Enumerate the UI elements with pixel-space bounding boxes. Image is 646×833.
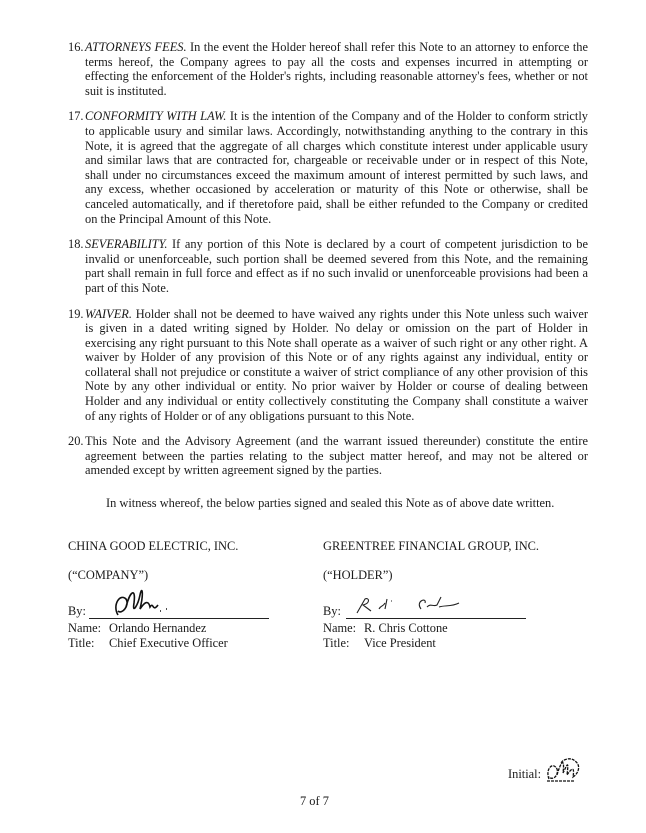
initial-label: Initial:: [508, 767, 542, 781]
company-by-label: By:: [68, 604, 86, 619]
company-role: (“COMPANY”): [68, 568, 149, 583]
company-signature: [110, 585, 180, 621]
holder-signer: R. Chris Cottone: [364, 621, 448, 636]
section-17: [68, 109, 588, 226]
company-signer: Orlando Hernandez: [109, 621, 207, 636]
witness-statement: In witness whereof, the below parties signed and sealed this Note as of above date written.: [106, 496, 555, 511]
company-block: [68, 539, 323, 651]
holder-name-label: Name:: [323, 621, 357, 636]
signature-blocks: [68, 539, 588, 651]
section-number: 16.: [68, 40, 84, 54]
section-text: Holder shall not be deemed to have waived any rights under this Note unless such waiver is given in a dated writing signed by Holder. No delay or omission on the part of Holder in exercising any right pursuant to this Note shall operate as a waiver of such right or any other right. A waiver by Holder of any provision of this Note or of any rights against any individual, entity or collateral shall not prejudice or constitute a waiver of strict compliance of any other provision of this Note by any other individual or entity. No prior waiver by Holder or course of dealing between Holder and any individual or entity collectively constituting the Company shall constitute a waiver of any rights of Holder or of any obligations pursuant to this Note.: [85, 306, 588, 423]
section-number: 17.: [68, 109, 84, 124]
company-title: Chief Executive Officer: [109, 636, 228, 651]
section-heading: SEVERABILITY.: [85, 237, 168, 252]
document-body: [68, 40, 588, 651]
section-text: It is the intention of the Company and of the Holder to conform strictly to applicable usury and similar laws. Accordingly, notwithstanding anything to the contrary in this Note, it is agreed that the aggregate of all charges which constitute interest under applicable usury and similar laws that are contracted for, chargeable or receivable under or in respect of this Note, shall under no circumstances exceed the maximum amount of interest permitted by such laws, and any excess, whether occasioned by acceleration or maturity of this Note or otherwise, shall be canceled automatically, and if theretofore paid, shall be either refunded to the Company or credited on the Principal Amount of this Note.: [85, 109, 588, 226]
section-heading: CONFORMITY WITH LAW.: [85, 109, 227, 124]
initial-signature: [545, 755, 585, 783]
section-number: 20.: [68, 434, 84, 449]
section-heading: WAIVER.: [85, 306, 132, 321]
section-20: [68, 434, 588, 478]
holder-title: Vice President: [364, 636, 436, 651]
section-19: [68, 307, 588, 424]
holder-name: GREENTREE FINANCIAL GROUP, INC.: [323, 539, 540, 554]
holder-signature-line: [346, 618, 526, 619]
holder-block: [323, 539, 578, 651]
section-number: 18.: [68, 237, 84, 252]
company-name: CHINA GOOD ELECTRIC, INC.: [68, 539, 239, 554]
section-text: In the event the Holder hereof shall refer this Note to an attorney to enforce the terms hereof, the Company agrees to pay all the costs and expenses incurred in attempting or effecting the enforcement of the Holder's rights, including reasonable attorney's fees, whether or not suit is instituted.: [85, 40, 588, 98]
holder-signature: [351, 595, 471, 617]
company-name-label: Name:: [68, 621, 102, 636]
section-16: [68, 40, 588, 98]
holder-by-label: By:: [323, 604, 341, 619]
holder-title-label: Title:: [323, 636, 350, 651]
section-text: This Note and the Advisory Agreement (and the warrant issued thereunder) constitute the entire agreement between the parties relating to the subject matter hereof, and may not be altered or amended except by written agreement signed by the parties.: [85, 434, 588, 478]
page-number: 7 of 7: [300, 794, 329, 808]
holder-role: (“HOLDER”): [323, 568, 393, 583]
company-title-label: Title:: [68, 636, 95, 651]
section-text: If any portion of this Note is declared by a court of competent jurisdiction to be invalid or unenforceable, such portion shall be deemed severed from this Note, and the remaining part shall remain in full force and effect as if no such invalid or unenforceable provisions had been a part of this Note.: [85, 237, 588, 295]
section-18: [68, 237, 588, 295]
section-heading: ATTORNEYS FEES.: [85, 40, 187, 54]
section-number: 19.: [68, 306, 84, 321]
